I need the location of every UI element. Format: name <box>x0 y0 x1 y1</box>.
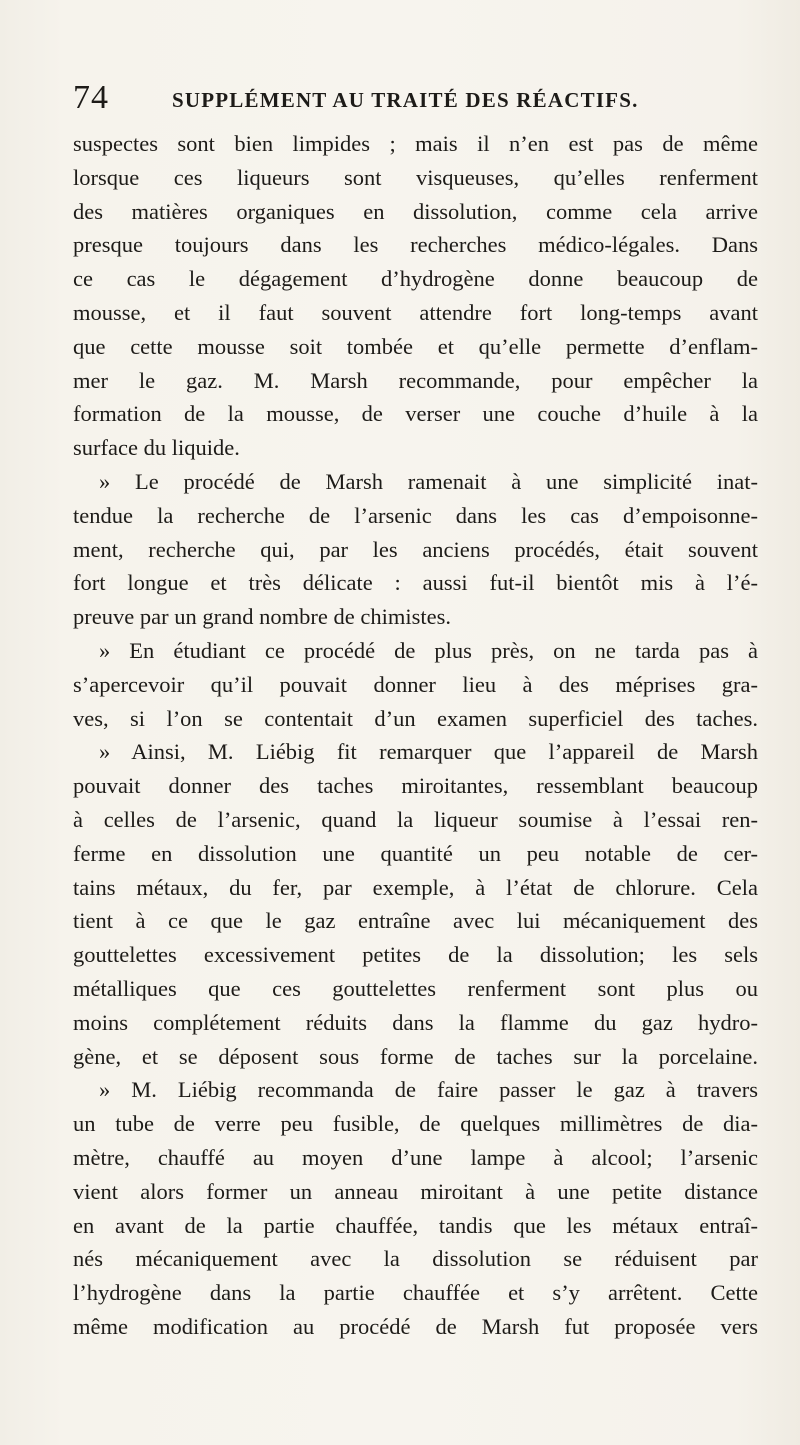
text-line: moins complétement réduits dans la flamme du gaz hydro- <box>73 1009 758 1035</box>
text-line: mètre, chauffé au moyen d’une lampe à alcool; l’arsenic <box>73 1144 758 1170</box>
text-line: suspectes sont bien limpides ; mais il n’en est pas de même <box>73 131 758 156</box>
text-line: pouvait donner des taches miroitantes, ressemblant beaucoup <box>73 773 758 799</box>
text-line: ves, si l’on se contentait d’un examen superficiel des taches. <box>73 705 758 731</box>
page-header <box>73 78 753 122</box>
text-line: l’hydrogène dans la partie chauffée et s’y arrêtent. Cette <box>73 1280 758 1306</box>
text-line: des matières organiques en dissolution, comme cela arrive <box>73 198 758 224</box>
text-line: métalliques que ces gouttelettes renferment sont plus ou <box>73 975 758 1001</box>
text-line: un tube de verre peu fusible, de quelques millimètres de dia- <box>73 1111 758 1137</box>
text-line: gouttelettes excessivement petites de la dissolution; les sels <box>73 942 758 968</box>
page-number: 74 <box>73 79 109 116</box>
running-head: SUPPLÉMENT AU TRAITÉ DES RÉACTIFS. <box>172 88 639 112</box>
text-line: fort longue et très délicate : aussi fut-il bientôt mis à l’é- <box>73 570 758 596</box>
text-line: que cette mousse soit tombée et qu’elle permette d’enflam- <box>73 333 758 359</box>
text-line: formation de la mousse, de verser une couche d’huile à la <box>73 401 758 427</box>
text-line: en avant de la partie chauffée, tandis que les métaux entraî- <box>73 1212 758 1238</box>
text-line: ment, recherche qui, par les anciens procédés, était souvent <box>73 536 758 562</box>
text-line: gène, et se déposent sous forme de taches sur la porcelaine. <box>73 1043 758 1069</box>
text-line: tient à ce que le gaz entraîne avec lui mécaniquement des <box>73 908 758 934</box>
text-line: à celles de l’arsenic, quand la liqueur soumise à l’essai ren- <box>73 806 758 832</box>
text-line: s’apercevoir qu’il pouvait donner lieu à des méprises gra- <box>73 671 758 697</box>
text-line: tains métaux, du fer, par exemple, à l’état de chlorure. Cela <box>73 874 758 900</box>
text-line: mer le gaz. M. Marsh recommande, pour empêcher la <box>73 367 758 393</box>
text-line: mousse, et il faut souvent attendre fort long-temps avant <box>73 299 758 325</box>
text-line: ferme en dissolution une quantité un peu notable de cer- <box>73 840 758 866</box>
text-line: preuve par un grand nombre de chimistes. <box>73 604 452 630</box>
text-line: » Le procédé de Marsh ramenait à une simplicité inat- <box>99 468 758 494</box>
text-line: » Ainsi, M. Liébig fit remarquer que l’appareil de Marsh <box>99 739 758 765</box>
text-line: vient alors former un anneau miroitant à une petite distance <box>73 1178 758 1204</box>
text-line: ce cas le dégagement d’hydrogène donne beaucoup de <box>73 266 758 292</box>
text-line: lorsque ces liqueurs sont visqueuses, qu’elles renferment <box>73 164 758 190</box>
text-line: surface du liquide. <box>73 435 240 461</box>
text-line: » En étudiant ce procédé de plus près, on ne tarda pas à <box>99 637 758 663</box>
text-line: presque toujours dans les recherches médico-légales. Dans <box>73 232 758 258</box>
body-text <box>73 127 758 1344</box>
text-line: » M. Liébig recommanda de faire passer le gaz à travers <box>99 1077 758 1103</box>
text-line: même modification au procédé de Marsh fut proposée vers <box>73 1313 758 1339</box>
text-line: tendue la recherche de l’arsenic dans les cas d’empoisonne- <box>73 502 758 528</box>
text-line: nés mécaniquement avec la dissolution se réduisent par <box>73 1246 758 1272</box>
